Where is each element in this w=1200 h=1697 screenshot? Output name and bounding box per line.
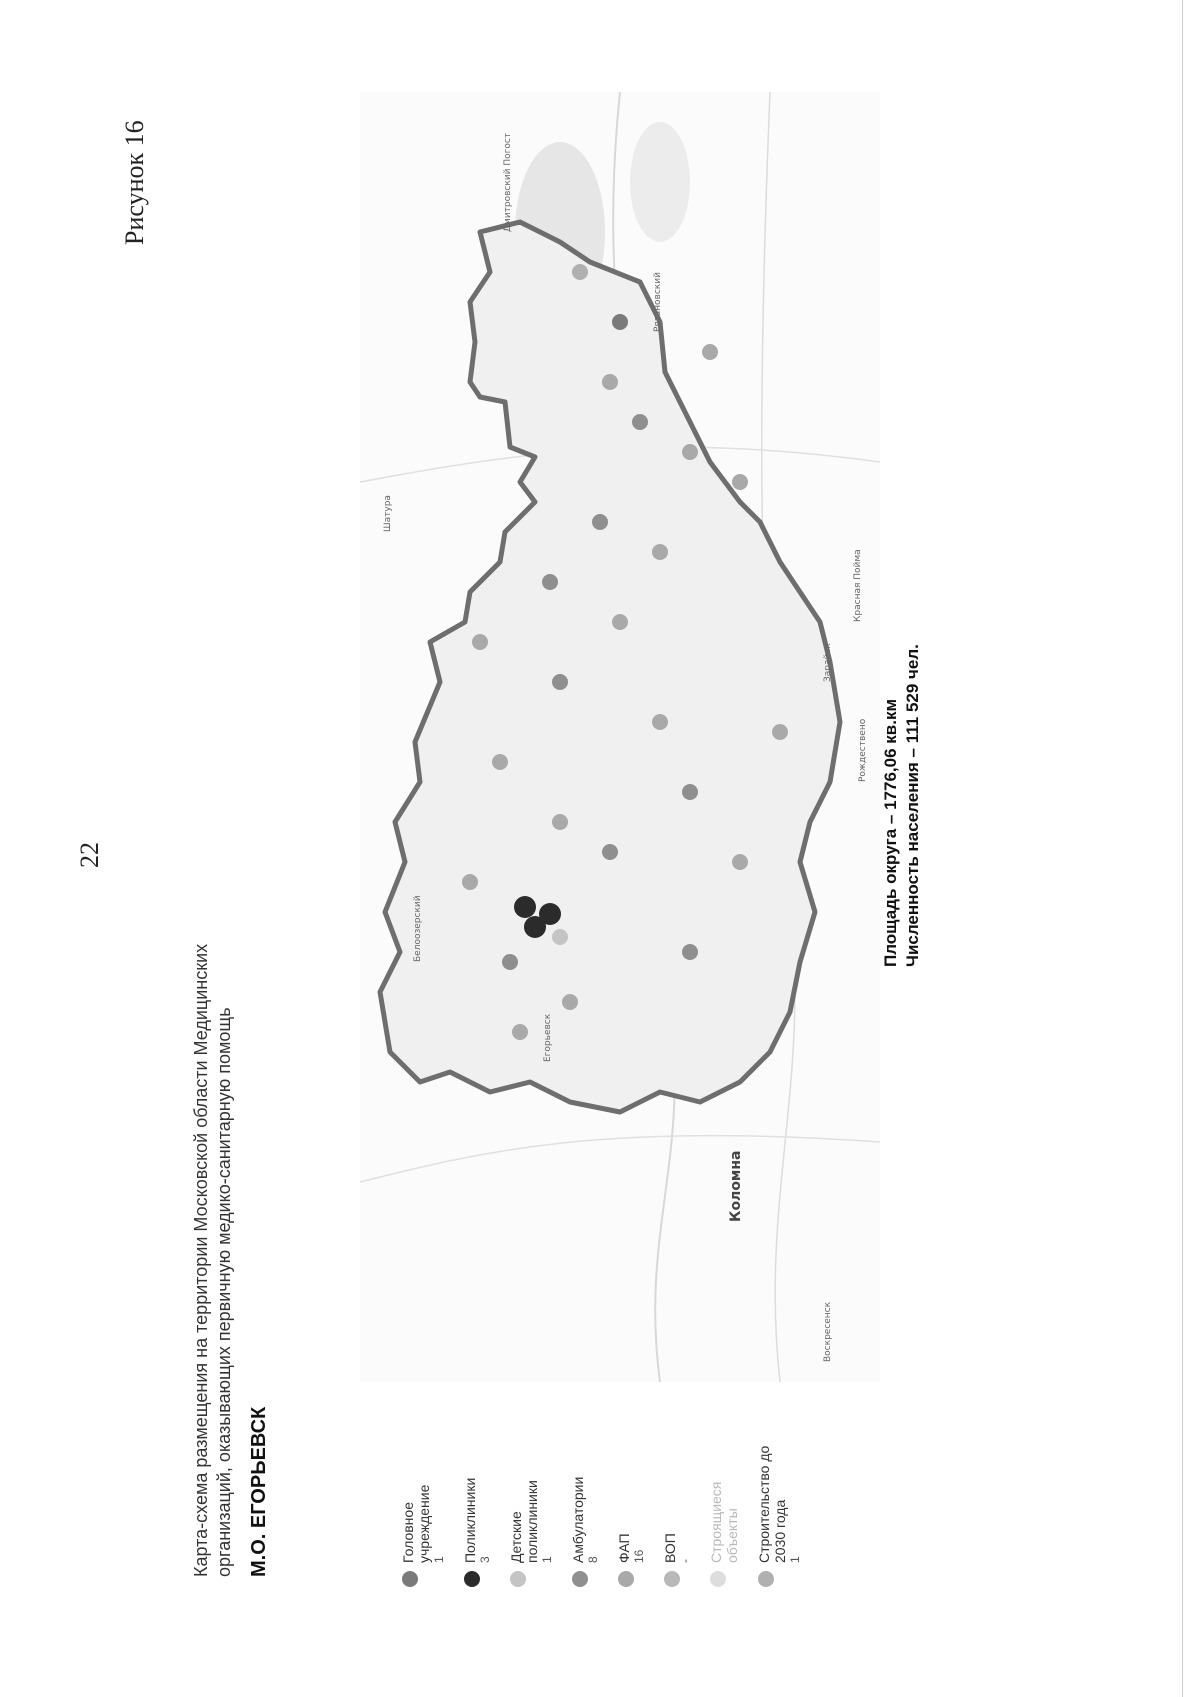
district-name: М.О. ЕГОРЬЕВСК	[248, 1406, 270, 1577]
place-label: Белоозерский	[413, 895, 423, 962]
legend-count: 1	[788, 1556, 802, 1563]
polyclinic-marker	[514, 896, 536, 918]
legend-item	[462, 1427, 492, 1587]
place-label: Зарайск	[823, 643, 833, 682]
fap-marker	[682, 444, 698, 460]
area-text: Площадь округа – 1776,06 кв.км	[881, 698, 900, 967]
legend-item	[662, 1427, 692, 1587]
ambulatory-marker	[552, 674, 568, 690]
fap-marker	[702, 344, 718, 360]
district-stats	[880, 644, 924, 967]
legend-item	[400, 1427, 446, 1587]
head-institution-marker	[612, 314, 628, 330]
place-label: Шатура	[383, 495, 393, 532]
legend-label: Строительство до 2030 года	[756, 1445, 788, 1563]
children-polyclinic-marker	[552, 929, 568, 945]
fap-marker	[652, 714, 668, 730]
fap-marker	[732, 854, 748, 870]
legend-count: 3	[478, 1556, 492, 1563]
legend-marker-icon	[664, 1571, 680, 1587]
fap-marker	[602, 374, 618, 390]
legend-marker-icon	[572, 1571, 588, 1587]
map-title-block	[190, 877, 271, 1577]
legend-count: -	[678, 1559, 692, 1563]
legend-label: Амбулатории	[570, 1476, 586, 1563]
place-label: Коломна	[728, 1150, 744, 1222]
legend-item	[508, 1427, 554, 1587]
fap-marker	[612, 614, 628, 630]
place-label: Рождествено	[858, 718, 868, 782]
ambulatory-marker	[602, 844, 618, 860]
fap-marker	[552, 814, 568, 830]
legend-label: Детские поликлиники	[508, 1480, 540, 1563]
legend-label: Поликлиники	[462, 1477, 478, 1563]
legend-count: 8	[586, 1556, 600, 1563]
legend-count: 1	[540, 1556, 554, 1563]
page-number: 22	[75, 842, 104, 868]
legend-item	[756, 1427, 802, 1587]
place-label: Воскресенск	[823, 1301, 833, 1362]
ambulatory-marker	[592, 514, 608, 530]
fap-marker	[562, 994, 578, 1010]
legend-marker-icon	[464, 1571, 480, 1587]
construction-2030-marker	[572, 264, 588, 280]
legend-item	[616, 1427, 646, 1587]
legend-label: Головное учреждение	[400, 1484, 432, 1563]
fap-marker	[472, 634, 488, 650]
fap-marker	[772, 724, 788, 740]
ambulatory-marker	[542, 574, 558, 590]
polyclinic-marker	[539, 903, 561, 925]
legend-marker-icon	[618, 1571, 634, 1587]
map-legend	[400, 1427, 818, 1587]
legend-marker-icon	[402, 1571, 418, 1587]
ambulatory-marker	[682, 944, 698, 960]
legend-marker-icon	[710, 1571, 726, 1587]
legend-marker-icon	[510, 1571, 526, 1587]
legend-count: 16	[632, 1549, 646, 1563]
ambulatory-marker	[632, 414, 648, 430]
place-label: Рязановский	[653, 272, 663, 332]
population-text: Численность населения – 111 529 чел.	[903, 644, 922, 967]
legend-label: ФАП	[616, 1533, 632, 1563]
fap-marker	[492, 754, 508, 770]
fap-marker	[732, 474, 748, 490]
place-label: Дмитровский Погост	[503, 132, 513, 232]
legend-marker-icon	[758, 1571, 774, 1587]
legend-label: ВОП	[662, 1533, 678, 1563]
ambulatory-marker	[682, 784, 698, 800]
ambulatory-marker	[502, 954, 518, 970]
figure-label: Рисунок 16	[120, 120, 149, 245]
place-label: Красная Пойма	[853, 549, 863, 622]
legend-item	[708, 1427, 740, 1587]
lake-area	[630, 122, 690, 242]
map-title: Карта-схема размещения на территории Московской области Медицинских организаций, оказывающих первичную медико-санитарную помощь	[191, 943, 234, 1577]
legend-count: 1	[432, 1556, 446, 1563]
legend-label: Строящиеся объекты	[708, 1481, 740, 1563]
district-map	[360, 92, 880, 1382]
fap-marker	[652, 544, 668, 560]
fap-marker	[512, 1024, 528, 1040]
place-label: Егорьевск	[543, 1013, 553, 1062]
legend-item	[570, 1427, 600, 1587]
fap-marker	[462, 874, 478, 890]
